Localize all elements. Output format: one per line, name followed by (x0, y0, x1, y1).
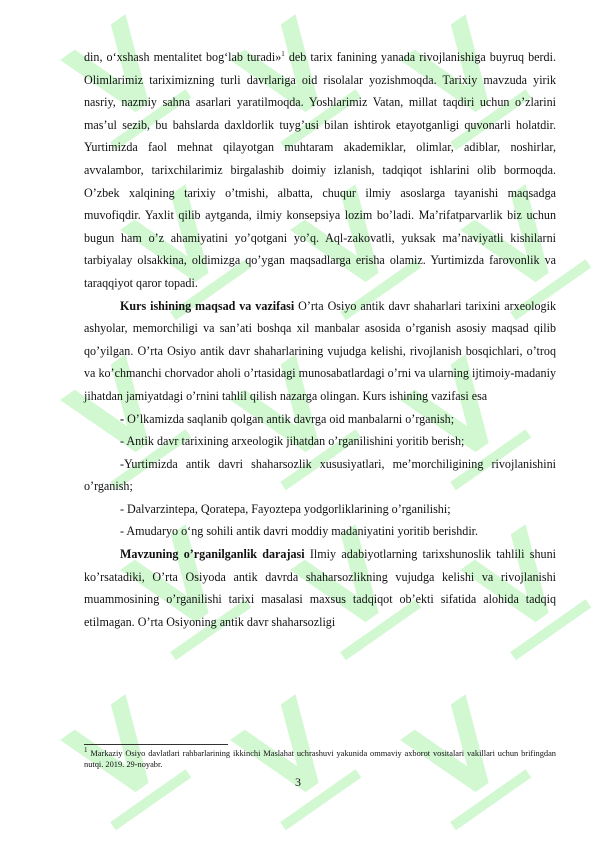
task-item: - O’lkamizda saqlanib qolgan antik davrga oid manbalarni o’rganish; (120, 411, 455, 426)
footnote-divider (84, 744, 228, 745)
task-item: - Dalvarzintepa, Qoratepa, Fayoztepa yodgorliklarining o’rganilishi; (120, 501, 451, 516)
footnote: $^1$ Markaziy Osiyo davlatlari rahbarlarining ikkinchi Maslahat uchrashuvi yakunida ommaviy axborot vositalari vakillari uchun brifingdan nutqi. 2019. 29-noyabr. (84, 746, 556, 769)
footnote-reference[interactable]: 1 (281, 49, 285, 58)
task-item: - Antik davr tarixining arxeologik jihatdan o’rganilishini yoritib berish; (120, 434, 465, 449)
paragraph-intro-continued: din, o‘xshash mentalitet bog‘lab turadi»$^1$ deb tarix fanining yanada rivojlanishiga buyruq berdi. Olimlarimiz tariximizning turli davrlariga oid risolalar yozishmoqda. Tarixiy mavzuda yirik nasriy, nazmiy sahna asarlari yaratilmoqda. Yoshlarimiz Vatan, millat taqdiri uchun o’zlarini mas’ul sezib, bu bahslarda daxldorlik tuyg’usi bilan ishtirok etayotganligi quvonarli holatdir. Yurtimizda faol mehnat qilayotgan muhtaram akademiklar, olimlar, adiblar, noshirlar, avvalambor, tarixchilarimiz birgalashib doimiy izlanish, tadqiqot ishlarini olib bormoqda. O’zbek xalqining tarixiy o’tmishi, albatta, chuqur ilmiy asoslarga tayanishi maqsadga muvofiqdir. Yaxlit qilib aytganda, ilmiy konsepsiya lozim bo’ladi. Ma’rifatparvarlik biz uchun bugun ham o’z ahamiyatini yo’qotgani yo’q. Aql-zakovatli, yuksak ma’naviyatli kishilarni tarbiyalay olsakkina, oldimizga qo’ygan maqsadlarga erisha olamiz. Yurtimizda farovonlik va taraqqiyot qaror topadi. (84, 49, 556, 290)
page-number: 3 (295, 775, 301, 789)
task-item: -Yurtimizda antik davri shaharsozlik xususiyatlari, me’morchiligining rivojlanishini o’rganish; (84, 456, 556, 494)
paragraph-aim: Kurs ishining maqsad va vazifasi O’rta Osiyo antik davr shaharlari tarixini arxeologik ashyolar, memorchiligi va san’ati boshqa xil manbalar asosida o’rganish asosiy maqsad qilib qo’yilgan. O’rta Osiyo antik davr shaharlarining vujudga kelishi, rivojlanish bosqichlari, o’troq va ko’chmanchi chorvador aholi o’rtasidagi munosabatlardagi o’rni va ularning ijtimoiy-madaniy jihatdan jamiyatdagi o’rnini tahlil qilish nazarga olingan. Kurs ishining vazifasi esa (84, 298, 556, 403)
paragraph-research-level: Mavzuning o’rganilganlik darajasi Ilmiy adabiyotlarning tarixshunoslik tahlili shuni ko’rsatadiki, O’rta Osiyoda antik davrda shaharsozlikning vujudga kelishi va rivojlanishi muammosining o’rganilishi tarixi masalasi maxsus tadqiqot ob’ekti sifatida alohida tadqiq etilmagan. O’rta Osiyoning antik davr shaharsozligi (84, 547, 557, 629)
footnote-mark: 1 (84, 746, 88, 755)
aim-heading: Kurs ishining maqsad va vazifasi (120, 298, 295, 313)
task-item: - Amudaryo o‘ng sohili antik davri moddiy madaniyatini yoritib berishdir. (120, 524, 479, 539)
research-level-heading: Mavzuning o’rganilganlik darajasi (120, 547, 305, 562)
body-text (84, 46, 556, 633)
